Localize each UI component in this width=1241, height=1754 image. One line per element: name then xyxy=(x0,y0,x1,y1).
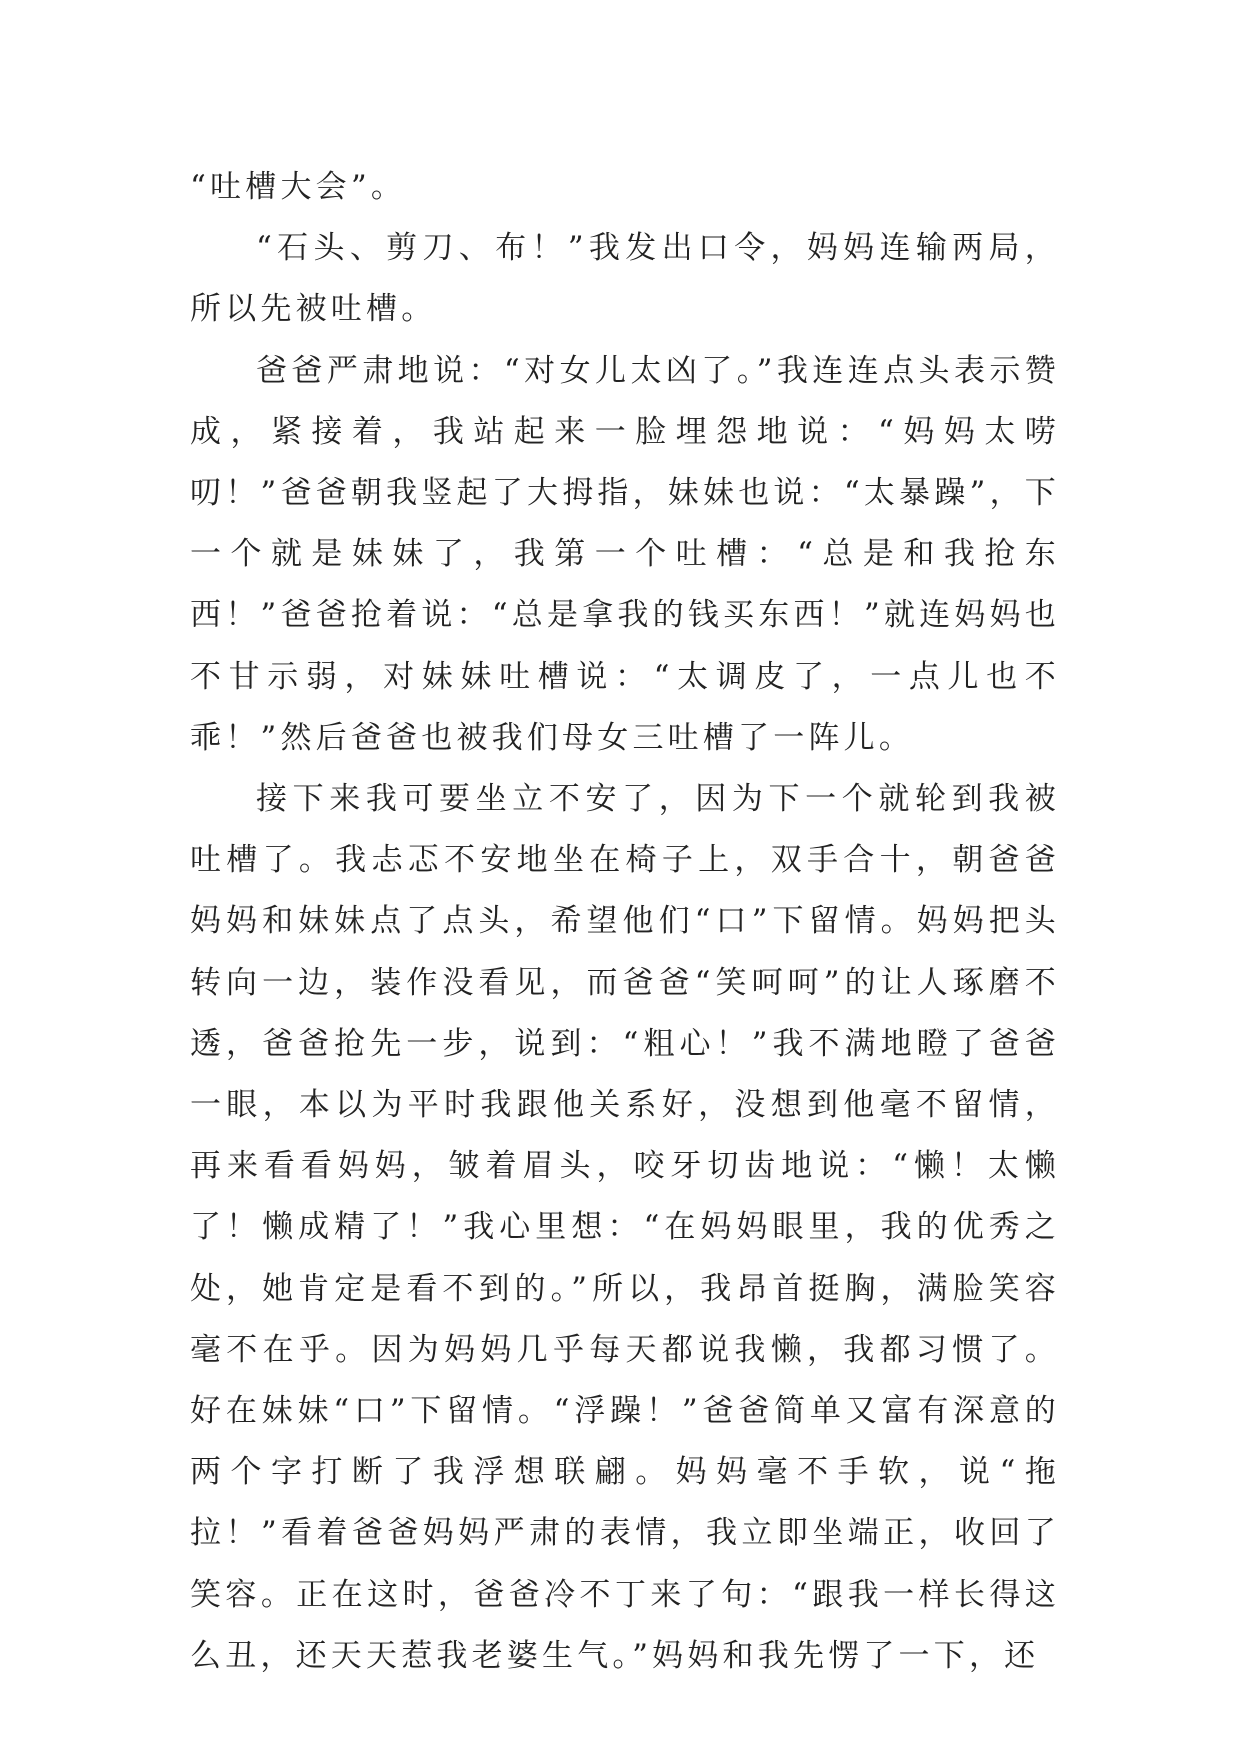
paragraph-rock-paper-scissors: “石头、剪刀、布！”我发出口令，妈妈连输两局，所以先被吐槽。 xyxy=(190,230,1060,328)
paragraph-family-roast: 爸爸严肃地说：“对女儿太凶了。”我连连点头表示赞成，紧接着，我站起来一脸埋怨地说：“妈妈太唠叨！”爸爸朝我竖起了大拇指，妹妹也说：“太暴躁”，下一个就是妹妹了，我第一个吐槽：“总是和我抢东西！”爸爸抢着说：“总是拿我的钱买东西！”就连妈妈也不甘示弱，对妹妹吐槽说：“太调皮了，一点儿也不乖！”然后爸爸也被我们母女三吐槽了一阵儿。 xyxy=(190,352,1060,756)
paragraph-my-turn: 接下来我可要坐立不安了，因为下一个就轮到我被吐槽了。我忐忑不安地坐在椅子上，双手合十，朝爸爸妈妈和妹妹点了点头，希望他们“口”下留情。妈妈把头转向一边，装作没看见，而爸爸“笑呵呵”的让人琢磨不透，爸爸抢先一步，说到：“粗心！”我不满地瞪了爸爸一眼，本以为平时我跟他关系好，没想到他毫不留情，再来看看妈妈，皱着眉头，咬牙切齿地说：“懒！太懒了！懒成精了！”我心里想：“在妈妈眼里，我的优秀之处，她肯定是看不到的。”所以，我昂首挺胸，满脸笑容毫不在乎。因为妈妈几乎每天都说我懒，我都习惯了。好在妹妹“口”下留情。“浮躁！”爸爸简单又富有深意的两个字打断了我浮想联翩。妈妈毫不手软，说“拖拉！”看着爸爸妈妈严肃的表情，我立即坐端正，收回了笑容。正在这时，爸爸冷不丁来了句：“跟我一样长得这么丑，还天天惹我老婆生气。”妈妈和我先愣了一下，还 xyxy=(190,781,1060,1674)
paragraph-opening-fragment: “吐槽大会”。 xyxy=(190,169,407,205)
essay-body xyxy=(190,157,1060,1687)
